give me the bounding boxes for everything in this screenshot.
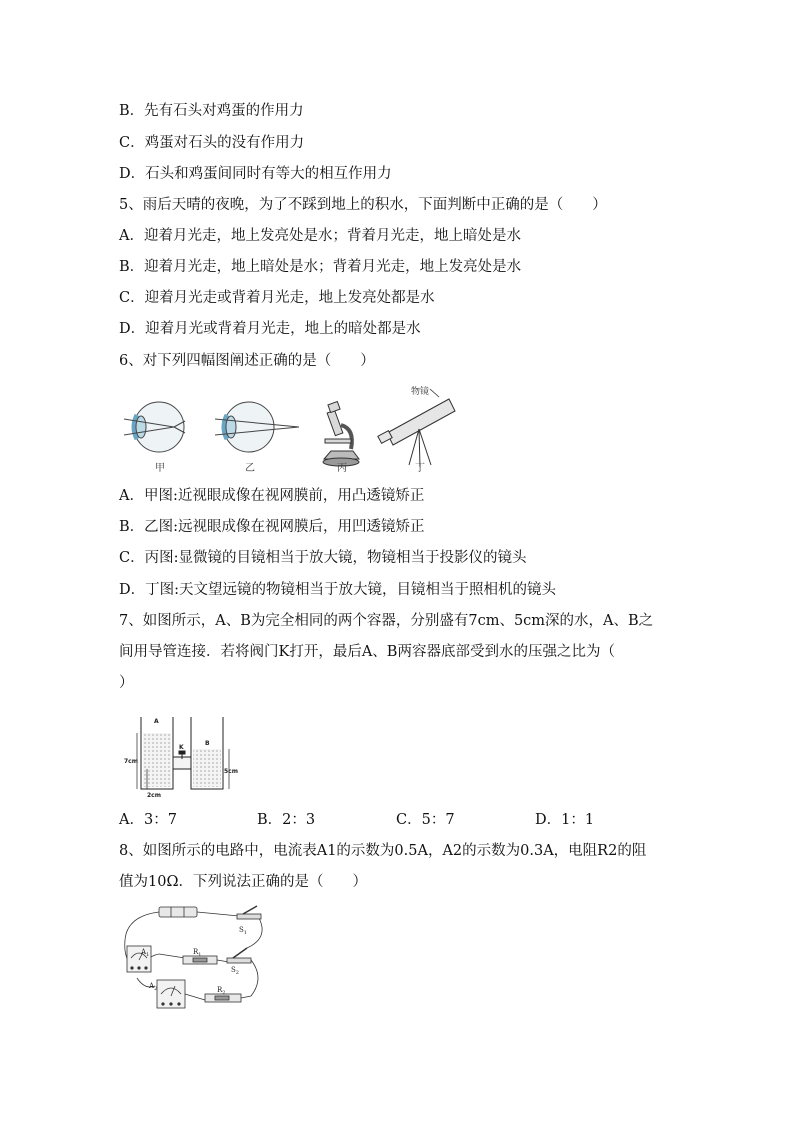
q8-figure [119,902,279,1012]
q7-choice-a: A．3：7 [119,812,177,828]
label-r1: $R_1$ [193,948,202,958]
connecting-pipe [173,751,191,769]
label-r2: $R_2$ [217,986,226,996]
q5-option-b: B．迎着月光走，地上暗处是水；背着月光走，地上发亮处是水 [119,259,522,275]
q6-option-d: D．丁图:天文望远镜的物镜相当于放大镜，目镜相当于照相机的镜头 [119,582,557,598]
q8-circuit-svg [119,902,279,1012]
fig-label-ding: 丁 [415,463,425,473]
q6-figure [119,385,469,473]
telescope-icon [378,385,455,467]
switch-s2-icon [227,948,251,963]
q7-choice-b: B．2：3 [257,812,316,828]
battery-icon [159,907,197,917]
q8-stem-line-1: 8、如图所示的电路中，电流表A1的示数为0.5A，A2的示数为0.3A，电阻R2的阻 [119,843,647,859]
q4-option-c: C．鸡蛋对石头的没有作用力 [119,135,305,151]
eye-diagram-jia [124,402,185,452]
q5-option-a: A．迎着月光走，地上发亮处是水；背着月光走，地上暗处是水 [119,228,521,244]
q8-stem-line-2: 值为10Ω．下列说法正确的是（ ） [119,874,367,890]
container-b [191,717,223,789]
q7-stem-line-1: 7、如图所示，A、B为完全相同的两个容器，分别盛有7cm、5cm深的水，A、B之 [119,613,654,629]
switch-s1-icon [237,906,261,919]
dim-5cm: 5cm [224,768,238,775]
label-s2: $S_2$ [231,966,239,976]
ammeter-a2-icon [157,980,185,1008]
container-a [141,717,173,789]
label-a2: $A_2$ [149,982,158,992]
q5-option-d: D．迎着月光或背着月光走，地上的暗处都是水 [119,321,421,337]
fig-label-yi: 乙 [245,463,255,473]
q7-stem-line-2: 间用导管连接．若将阀门K打开，最后A、B两容器底部受到水的压强之比为（ [119,644,615,660]
fig-label-bing: 丙 [337,463,347,473]
dim-2cm: 2cm [147,792,161,799]
eye-diagram-yi [215,402,299,452]
q4-option-d: D．石头和鸡蛋间同时有等大的相互作用力 [119,166,392,182]
label-a1: $A_1$ [141,948,150,958]
q5-stem: 5、雨后天晴的夜晚，为了不踩到地上的积水，下面判断中正确的是（ ） [119,197,607,213]
q6-stem: 6、对下列四幅图阐述正确的是（ ） [119,353,375,369]
q6-option-c: C．丙图:显微镜的目镜相当于放大镜，物镜相当于投影仪的镜头 [119,550,527,566]
microscope-icon [323,402,359,466]
label-s1: $S_1$ [239,926,247,936]
fig-label-jia: 甲 [155,463,165,473]
q6-option-b: B．乙图:远视眼成像在视网膜后，用凹透镜矫正 [119,519,425,535]
ammeter-a1-icon [127,946,151,972]
q4-option-b: B．先有石头对鸡蛋的作用力 [119,103,304,119]
q7-choice-d: D．1：1 [535,812,595,828]
q5-option-c: C．迎着月光走或背着月光走，地上发亮处都是水 [119,290,435,306]
q6-figure-svg [119,385,469,473]
dim-7cm: 7cm [124,758,138,765]
q7-figure [123,713,243,799]
label-k: K [179,744,184,751]
q7-stem-line-3: ） [119,675,134,691]
label-a: A [154,718,159,725]
telescope-objective-label: 物镜 [411,387,430,397]
q6-option-a: A．甲图:近视眼成像在视网膜前，用凸透镜矫正 [119,488,425,504]
q7-containers-svg [123,713,243,799]
q7-choice-c: C．5：7 [396,812,455,828]
label-b: B [205,740,210,747]
